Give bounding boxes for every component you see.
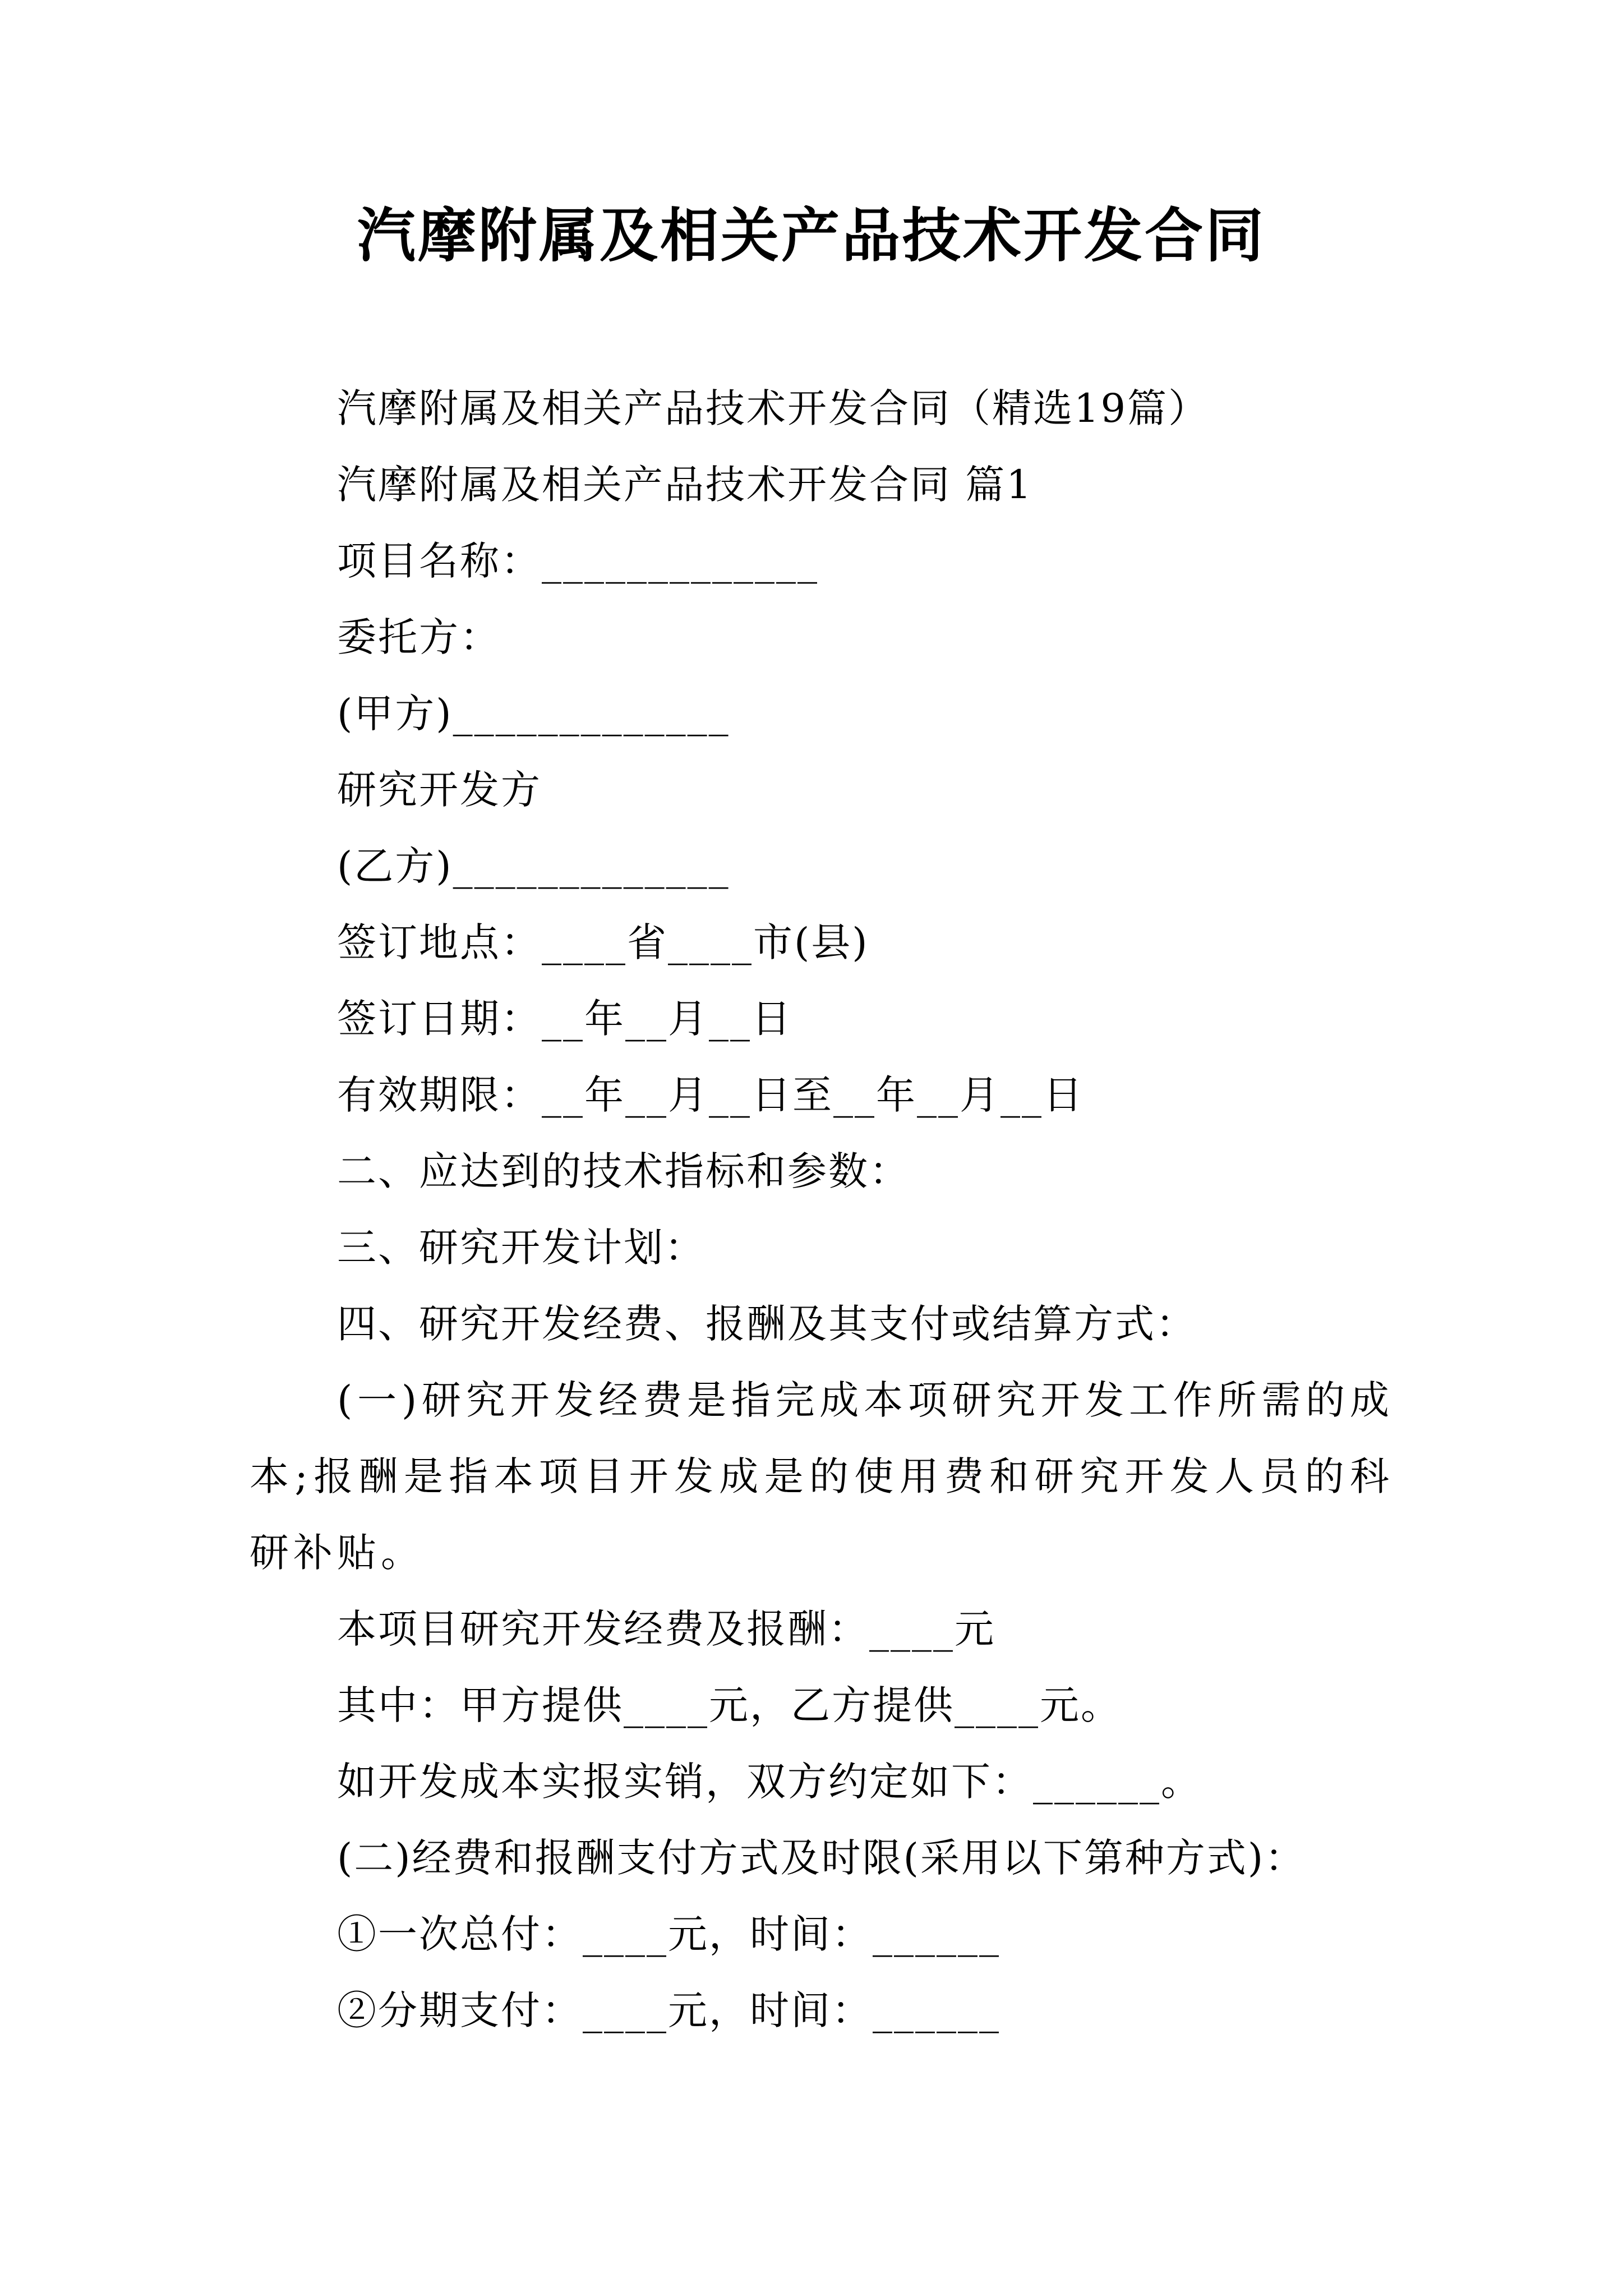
text-line: 研究开发方 [337, 767, 542, 813]
text-line: ②分期支付：____元，时间：______ [337, 1987, 1000, 2033]
text-line: (乙方)_____________ [337, 843, 730, 889]
text-line: 本项目研究开发经费及报酬：____元 [337, 1606, 995, 1652]
text-line: 签订地点：____省____市(县) [337, 919, 869, 965]
text-line: 二、应达到的技术指标和参数： [337, 1148, 910, 1194]
text-line: 汽摩附属及相关产品技术开发合同（精选19篇） [337, 385, 1210, 431]
text-line: (二)经费和报酬支付方式及时限(采用以下第种方式)： [337, 1835, 1306, 1881]
document-title: 汽摩附属及相关产品技术开发合同 [357, 201, 1266, 270]
text-line: ①一次总付：____元，时间：______ [337, 1911, 1000, 1957]
document-body [250, 370, 1394, 2049]
text-line: 其中：甲方提供____元，乙方提供____元。 [337, 1682, 1122, 1728]
text-line: (甲方)_____________ [337, 691, 730, 737]
text-line: 三、研究开发计划： [337, 1225, 706, 1271]
text-line: 四、研究开发经费、报酬及其支付或结算方式： [337, 1301, 1197, 1347]
text-line: 如开发成本实报实销，双方约定如下：______。 [337, 1759, 1202, 1805]
text-line: 汽摩附属及相关产品技术开发合同 篇1 [337, 462, 1033, 508]
text-line: 委托方： [337, 614, 501, 660]
text-line: 有效期限：__年__月__日至__年__月__日 [337, 1072, 1084, 1118]
text-line: 签订日期：__年__月__日 [337, 996, 792, 1042]
text-paragraph: (一)研究开发经费是指完成本项研究开发工作所需的成本;报酬是指本项目开发成是的使用费和研究开发人员的科研补贴。 [250, 1377, 1394, 1576]
text-line: 项目名称：_____________ [337, 538, 819, 584]
